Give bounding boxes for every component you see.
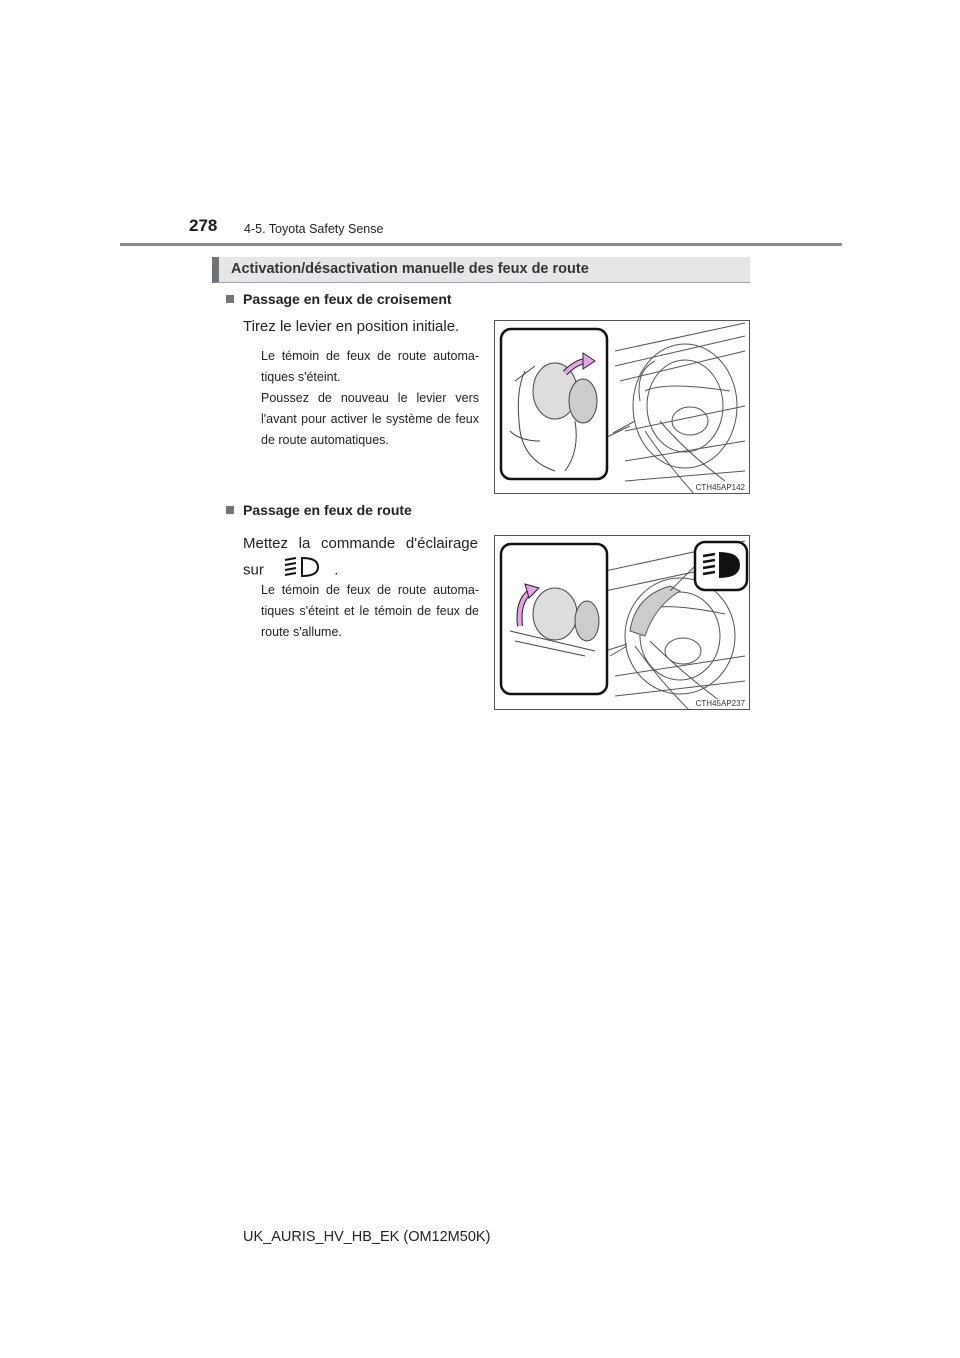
header-rule (120, 243, 842, 246)
bullet-square-icon (226, 295, 234, 303)
bullet-heading-high-beam (226, 502, 412, 518)
illustration-lever-pull (495, 321, 750, 494)
page-number: 278 (189, 216, 218, 235)
topic-title: Activation/désactivation manuelle des feux de route (231, 261, 589, 277)
figure-high-beam (494, 535, 750, 710)
bullet-heading-text: Passage en feux de route (243, 502, 412, 518)
instruction-text: Mettez la commande d'éclairage sur (243, 535, 478, 579)
instruction-period: . (334, 561, 339, 579)
note-low-beam-2: Poussez de nouveau le levier vers l'avant pour activer le système de feux de route automatiques. (261, 391, 479, 447)
illustration-lever-push (495, 536, 750, 710)
footer-doc-id: UK_AURIS_HV_HB_EK (OM12M50K) (243, 1229, 491, 1245)
topic-title-bar (212, 257, 750, 283)
note-low-beam-1: Le témoin de feux de route automa-tiques s'éteint. (261, 349, 479, 384)
bullet-heading-text: Passage en feux de croisement (243, 291, 452, 307)
figure-code: CTH45AP237 (695, 699, 745, 708)
note-high-beam-1: Le témoin de feux de route automa-tiques s'éteint et le témoin de feux de route s'allume. (261, 583, 479, 639)
instruction-high-beam (243, 532, 478, 586)
bullet-heading-low-beam (226, 291, 452, 307)
instruction-low-beam: Tirez le levier en position initiale. (243, 318, 460, 335)
figure-code: CTH45AP142 (695, 483, 745, 492)
section-title: 4-5. Toyota Safety Sense (244, 222, 384, 236)
figure-low-beam (494, 320, 750, 494)
bullet-square-icon (226, 506, 234, 514)
